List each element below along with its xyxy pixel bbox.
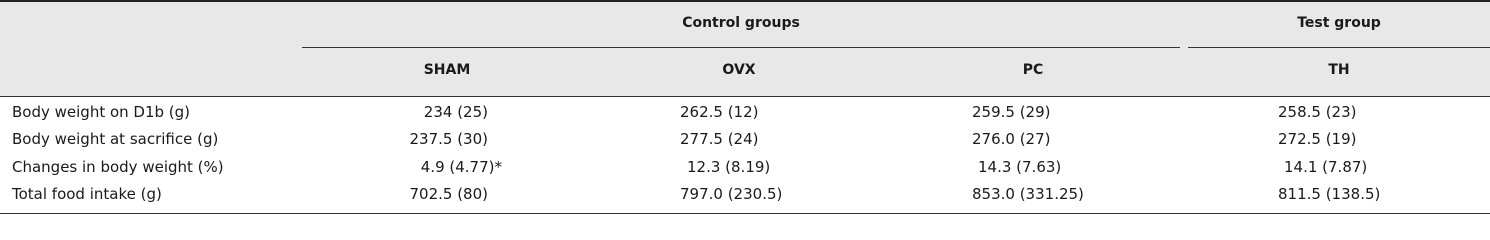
table-row (0, 103, 1490, 125)
row-label: Changes in body weight (%) (12, 158, 224, 176)
column-header-th: TH (1328, 62, 1350, 78)
top-rule (0, 0, 1490, 2)
table-row (0, 185, 1490, 207)
cell-sham: 4.9 (4.77)* (420, 158, 502, 176)
cell-sham: 234 (25) (423, 103, 488, 121)
cell-th: 272.5 (19) (1278, 130, 1357, 148)
cell-ovx: 277.5 (24) (680, 130, 759, 148)
table-row (0, 158, 1490, 180)
column-header-pc: PC (1022, 62, 1044, 78)
cell-ovx: 262.5 (12) (680, 103, 759, 121)
header-rule (0, 96, 1490, 97)
row-label: Total food intake (g) (12, 185, 162, 203)
cell-ovx: 797.0 (230.5) (680, 185, 783, 203)
cell-sham: 237.5 (30) (409, 130, 488, 148)
control-groups-heading: Control groups (682, 15, 800, 31)
cell-pc: 14.3 (7.63) (978, 158, 1062, 176)
control-groups-rule (302, 47, 1180, 48)
column-header-sham: SHAM (423, 62, 471, 78)
bottom-rule (0, 213, 1490, 214)
cell-th: 811.5 (138.5) (1278, 185, 1381, 203)
test-group-rule (1188, 47, 1490, 48)
cell-pc: 276.0 (27) (972, 130, 1051, 148)
row-label: Body weight at sacrifice (g) (12, 130, 219, 148)
cell-th: 14.1 (7.87) (1284, 158, 1368, 176)
column-header-ovx: OVX (722, 62, 756, 78)
cell-pc: 853.0 (331.25) (972, 185, 1084, 203)
cell-th: 258.5 (23) (1278, 103, 1357, 121)
cell-pc: 259.5 (29) (972, 103, 1051, 121)
test-group-heading: Test group (1297, 15, 1381, 31)
table-row (0, 130, 1490, 152)
cell-sham: 702.5 (80) (409, 185, 488, 203)
cell-ovx: 12.3 (8.19) (687, 158, 771, 176)
row-label: Body weight on D1b (g) (12, 103, 191, 121)
